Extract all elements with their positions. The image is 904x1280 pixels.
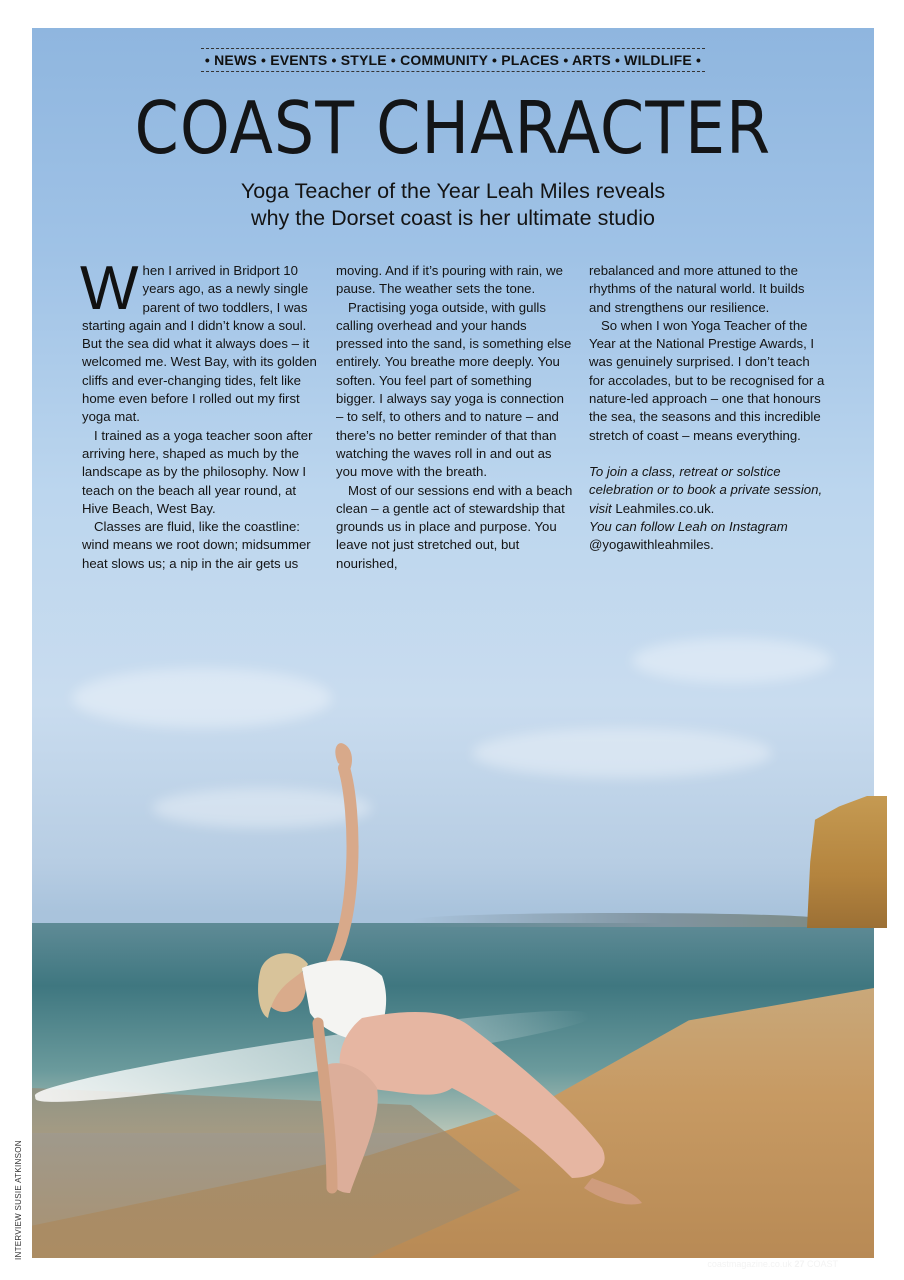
instagram-handle[interactable]: @yogawithleahmiles.	[589, 537, 714, 553]
info-text: To join a class, retreat or solstice celebration or to book a private session, visit	[589, 463, 823, 516]
website-link[interactable]: Leahmiles.co.uk.	[615, 500, 715, 516]
paragraph: rebalanced and more attuned to the rhythms of the natural world. It builds and strengthens our resilience.	[589, 263, 805, 315]
footer-brand: COAST	[806, 1259, 838, 1269]
page-title-text: COAST CHARACTER	[134, 86, 772, 170]
paragraph: Classes are fluid, like the coastline: wind means we root down; midsummer heat slows us; a nip in the air gets us	[82, 519, 311, 571]
paragraph	[80, 254, 320, 427]
paragraph: I trained as a yoga teacher soon after arriving here, shaped as much by the landscape as by the philosophy. Now I teach on the beach all year round, at Hive Beach, West Bay.	[82, 427, 313, 516]
standfirst	[32, 178, 874, 232]
paragraph: Most of our sessions end with a beach clean – a gentle act of stewardship that grounds us in place and purpose. You leave not just stretched out, but nourished,	[336, 482, 573, 571]
article-column-1	[80, 254, 320, 573]
paragraph: So when I won Yoga Teacher of the Year at the National Prestige Awards, I was genuinely surprised. I don’t teach for accolades, but to be recognised for a nature-led approach – one that honours the sea, the seasons and this incredible stretch of coast – means everything.	[589, 317, 825, 443]
page-title	[32, 86, 874, 170]
article-column-3	[589, 262, 827, 554]
page-footer	[707, 1259, 838, 1269]
paragraph-text: hen I arrived in Bridport 10 years ago, as a newly single parent of two toddlers, I was starting again and I didn’t know a soul. But the sea did what it always does – it welcomed me. West Bay, with its golden cliffs and ever-changing tides, felt like home even before I rolled out my first yoga mat.	[82, 263, 317, 425]
photo-credit: INTERVIEW SUSIE ATKINSON	[14, 1140, 23, 1260]
cover-photo	[32, 28, 874, 1269]
section-topics	[32, 48, 874, 72]
drop-cap: W	[80, 254, 139, 323]
topics-line: • NEWS • EVENTS • STYLE • COMMUNITY • PLACES • ARTS • WILDLIFE •	[201, 48, 705, 72]
standfirst-line-2: why the Dorset coast is her ultimate studio	[251, 206, 655, 230]
paragraph: Practising yoga outside, with gulls calling overhead and your hands pressed into the sand, is something else entirely. You breathe more deeply. You soften. You feel part of something bigger. I always say yoga is connection – to self, to others and to nature – and there’s no better reminder of that than watching the waves roll in and out as you move with the breath.	[336, 299, 572, 480]
info-box	[589, 463, 827, 554]
page-number: 27	[794, 1259, 805, 1269]
instagram-text: You can follow Leah on Instagram	[589, 518, 788, 534]
paragraph: moving. And if it’s pouring with rain, we pause. The weather sets the tone.	[336, 263, 563, 297]
article-column-2	[336, 262, 574, 573]
standfirst-line-1: Yoga Teacher of the Year Leah Miles reveals	[240, 179, 666, 203]
footer-website: coastmagazine.co.uk	[707, 1259, 792, 1269]
